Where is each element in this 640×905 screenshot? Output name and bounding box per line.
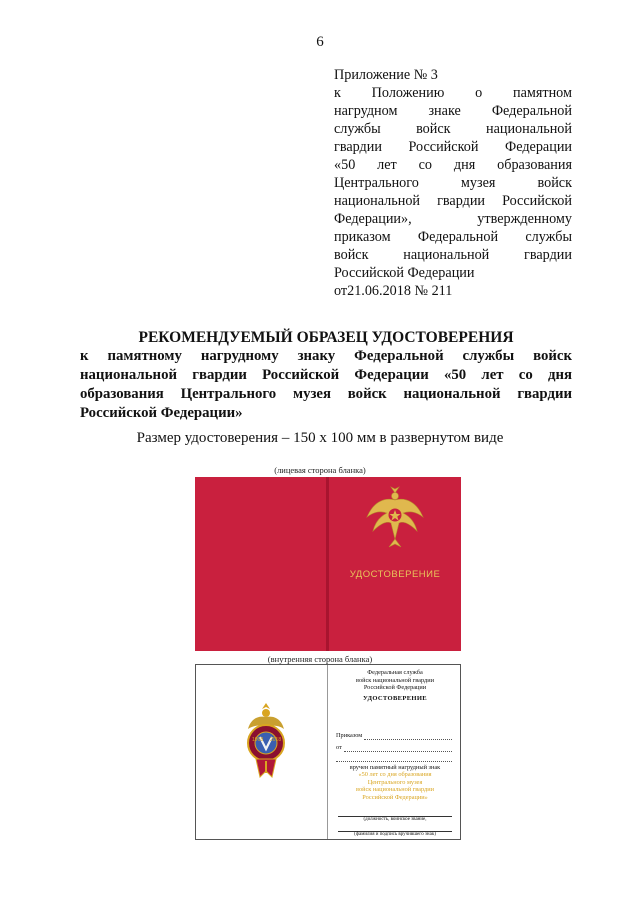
appendix-line: Российской Федерации [334,265,475,281]
document-subtitle [80,347,572,423]
eagle-emblem-icon [365,483,425,549]
badge-name-line: Российской Федерации» [362,793,428,801]
signature-line-position: (должность, воинское звание, [338,816,452,823]
appendix-line: Центрального музея войск [334,175,572,191]
inner-fold-line [327,665,328,839]
order-label: Приказом [336,732,363,740]
appendix-line: национальной гвардии Российской [334,193,572,209]
badge-name-line: Центрального музея [367,778,423,786]
subtitle-line: к памятному нагрудному знаку Федеральной службы войск [80,348,572,364]
spacer [330,823,460,831]
badge-name-line: войск национальной гвардии [356,786,434,794]
cover-back-panel [195,477,326,651]
appendix-line: гвардии Российской Федерации [334,139,572,155]
name-field [336,755,452,762]
appendix-block [334,66,572,300]
page-number: 6 [316,34,324,50]
certificate-cover [195,477,461,651]
subtitle-line: образования Центрального музея войск национальной гвардии [80,386,572,402]
subtitle-line: национальной гвардии Российской Федерации «50 лет со дня [80,367,572,383]
org-line: Российской Федерации [363,684,427,692]
inner-right-page [330,669,460,838]
inner-caption: (внутренняя сторона бланка) [267,654,373,664]
size-note: Размер удостоверения – 150 х 100 мм в развернутом виде [136,430,504,446]
appendix-line: войск национальной гвардии [334,247,572,263]
appendix-line: Федерации», утвержденному [334,211,572,227]
appendix-line: к Положению о памятном [334,85,572,101]
org-line: Федеральная служба [367,669,423,676]
cover-title: УДОСТОВЕРЕНИЕ [349,569,441,580]
inner-heading: УДОСТОВЕРЕНИЕ [363,694,427,702]
appendix-line: приказом Федеральной службы [334,229,572,245]
from-field [336,744,452,752]
appendix-line: Приложение № 3 [334,67,438,83]
certificate-inner-spread [195,664,461,840]
document-title: РЕКОМЕНДУЕМЫЙ ОБРАЗЕЦ УДОСТОВЕРЕНИЯ [138,329,514,346]
appendix-line: от21.06.2018 № 211 [334,283,453,299]
appendix-line: службы войск национальной [334,121,572,137]
appendix-line: «50 лет со дня образования [334,157,572,173]
memorial-badge-icon [240,701,292,783]
appendix-line: нагрудном знаке Федеральной [334,103,572,119]
org-line: войск национальной гвардии [356,676,434,684]
awarded-text: вручен памятный нагрудный знак [349,763,441,771]
badge-year-start: 1968 [252,737,264,743]
cover-caption: (лицевая сторона бланка) [274,465,366,475]
subtitle-line: Российской Федерации» [80,405,243,421]
signature-line-name: (фамилия и подпись вручившего знак) [338,831,452,838]
badge-name-line: «50 лет со дня образования [358,771,432,779]
spacer [330,802,460,816]
badge-year-end: 2018 [270,737,282,743]
spacer [330,702,460,732]
from-label: от [336,743,342,751]
order-field [336,732,452,740]
